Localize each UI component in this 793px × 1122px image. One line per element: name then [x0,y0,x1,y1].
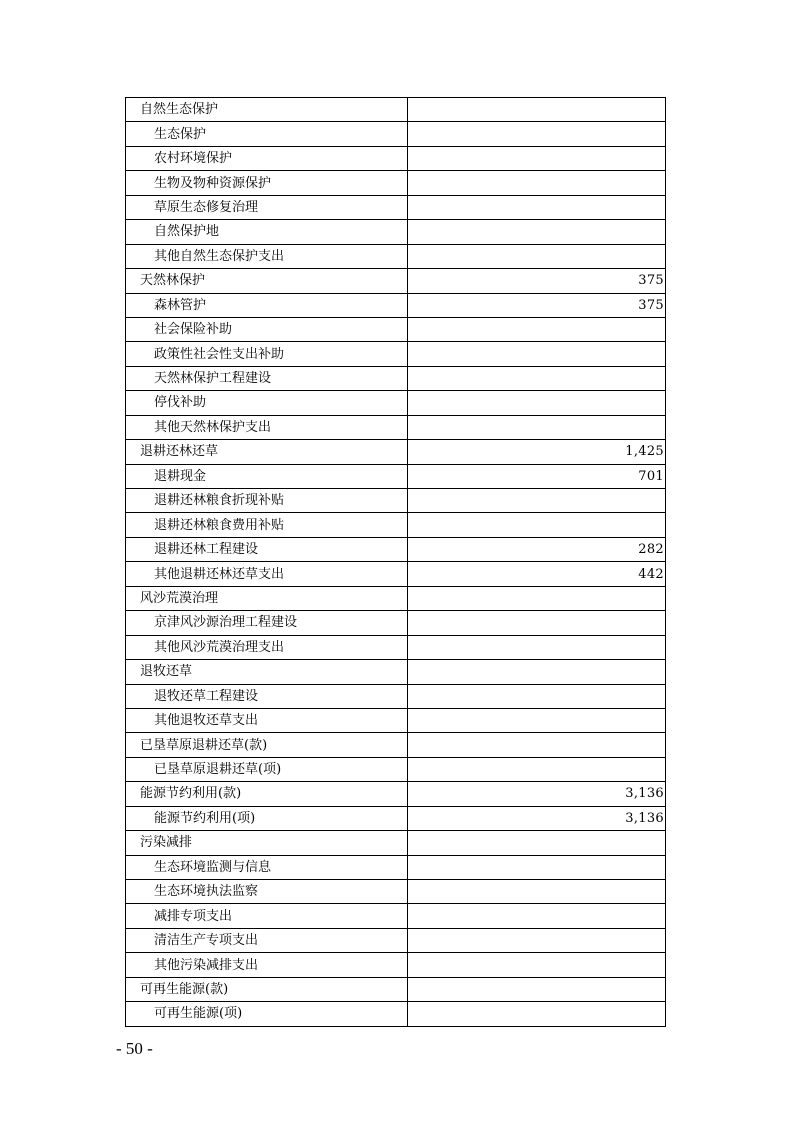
table-row [126,855,666,879]
table-row [126,782,666,806]
row-item-name: 社会保险补助 [126,317,408,341]
row-item-name: 可再生能源(款) [126,977,408,1001]
row-item-amount: 701 [408,464,666,488]
table-row [126,195,666,219]
row-item-name: 生态保护 [126,122,408,146]
row-item-amount [408,171,666,195]
row-item-name: 能源节约利用(款) [126,782,408,806]
row-item-name: 退耕还林粮食费用补贴 [126,513,408,537]
row-item-amount [408,146,666,170]
row-item-name: 可再生能源(项) [126,1002,408,1026]
table-row [126,684,666,708]
table-row [126,513,666,537]
table-row [126,415,666,439]
row-item-amount [408,244,666,268]
row-item-amount [408,220,666,244]
table-row [126,806,666,830]
table-row [126,244,666,268]
row-item-amount [408,953,666,977]
row-item-amount [408,415,666,439]
row-item-name: 退牧还草 [126,660,408,684]
row-item-amount: 1,425 [408,440,666,464]
row-item-amount: 375 [408,293,666,317]
row-item-amount: 282 [408,537,666,561]
row-item-name: 天然林保护 [126,269,408,293]
table-row [126,317,666,341]
row-item-amount: 442 [408,562,666,586]
table-row [126,635,666,659]
row-item-name: 污染减排 [126,831,408,855]
row-item-amount [408,1002,666,1026]
row-item-name: 风沙荒漠治理 [126,586,408,610]
table-row [126,708,666,732]
row-item-name: 其他污染减排支出 [126,953,408,977]
row-item-amount [408,757,666,781]
table-row [126,366,666,390]
row-item-name: 草原生态修复治理 [126,195,408,219]
table-row [126,611,666,635]
row-item-name: 退耕还林粮食折现补贴 [126,489,408,513]
row-item-amount [408,98,666,122]
row-item-amount [408,513,666,537]
row-item-name: 退耕还林还草 [126,440,408,464]
table-row [126,928,666,952]
row-item-name: 其他风沙荒漠治理支出 [126,635,408,659]
row-item-name: 其他退耕还林还草支出 [126,562,408,586]
row-item-amount [408,660,666,684]
table-row [126,391,666,415]
table-row [126,904,666,928]
row-item-amount [408,684,666,708]
row-item-name: 已垦草原退耕还草(项) [126,757,408,781]
row-item-amount [408,122,666,146]
table-row [126,586,666,610]
row-item-amount [408,880,666,904]
row-item-amount [408,586,666,610]
table-row [126,220,666,244]
row-item-name: 其他退牧还草支出 [126,708,408,732]
row-item-name: 自然保护地 [126,220,408,244]
row-item-amount: 375 [408,269,666,293]
table-row [126,660,666,684]
table-row [126,293,666,317]
row-item-name: 其他自然生态保护支出 [126,244,408,268]
row-item-name: 生态环境执法监察 [126,880,408,904]
row-item-name: 生物及物种资源保护 [126,171,408,195]
budget-table [125,97,666,1027]
table-row [126,880,666,904]
row-item-name: 森林管护 [126,293,408,317]
row-item-amount [408,904,666,928]
table-row [126,98,666,122]
row-item-amount [408,977,666,1001]
table-row [126,953,666,977]
table-row [126,269,666,293]
row-item-amount [408,733,666,757]
row-item-name: 退牧还草工程建设 [126,684,408,708]
row-item-name: 退耕还林工程建设 [126,537,408,561]
row-item-amount [408,195,666,219]
table-row [126,342,666,366]
row-item-name: 农村环境保护 [126,146,408,170]
row-item-name: 自然生态保护 [126,98,408,122]
table-row [126,464,666,488]
row-item-amount [408,317,666,341]
budget-table-container [125,97,664,1027]
table-row [126,562,666,586]
row-item-name: 京津风沙源治理工程建设 [126,611,408,635]
row-item-name: 减排专项支出 [126,904,408,928]
row-item-amount [408,635,666,659]
row-item-name: 停伐补助 [126,391,408,415]
table-row [126,122,666,146]
page-number: - 50 - [116,1039,153,1058]
table-row [126,489,666,513]
table-row [126,171,666,195]
row-item-name: 政策性社会性支出补助 [126,342,408,366]
row-item-amount [408,342,666,366]
table-row [126,977,666,1001]
row-item-amount [408,928,666,952]
table-row [126,440,666,464]
row-item-name: 已垦草原退耕还草(款) [126,733,408,757]
row-item-amount [408,708,666,732]
budget-table-body [126,98,666,1027]
table-row [126,537,666,561]
row-item-amount [408,391,666,415]
row-item-name: 能源节约利用(项) [126,806,408,830]
row-item-amount [408,831,666,855]
row-item-amount [408,366,666,390]
table-row [126,146,666,170]
table-row [126,1002,666,1026]
row-item-amount: 3,136 [408,806,666,830]
row-item-name: 清洁生产专项支出 [126,928,408,952]
row-item-amount: 3,136 [408,782,666,806]
table-row [126,831,666,855]
row-item-name: 其他天然林保护支出 [126,415,408,439]
row-item-amount [408,855,666,879]
row-item-name: 生态环境监测与信息 [126,855,408,879]
row-item-amount [408,611,666,635]
table-row [126,733,666,757]
row-item-name: 天然林保护工程建设 [126,366,408,390]
row-item-amount [408,489,666,513]
row-item-name: 退耕现金 [126,464,408,488]
table-row [126,757,666,781]
